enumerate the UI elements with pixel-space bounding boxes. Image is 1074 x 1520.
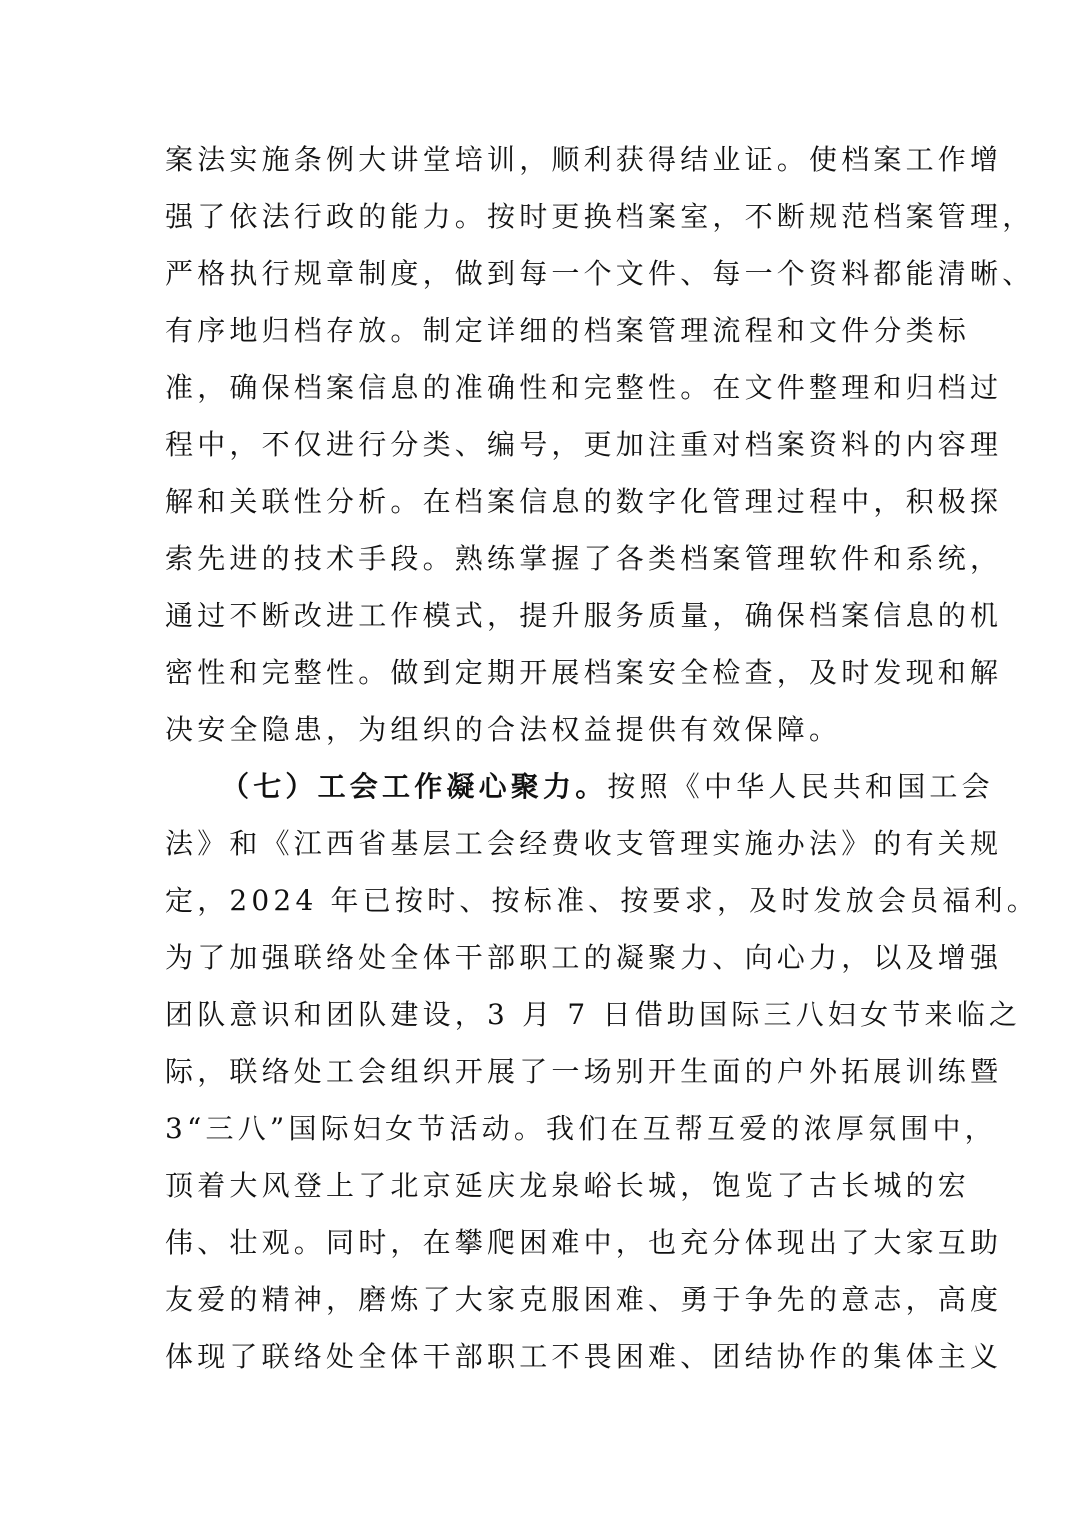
paragraph-line: 体现了联络处全体干部职工不畏困难、团结协作的集体主义 xyxy=(165,1340,1003,1373)
paragraph-line: 际，联络处工会组织开展了一场别开生面的户外拓展训练暨 xyxy=(165,1055,1003,1088)
paragraph-line: 团队意识和团队建设，3 月 7 日借助国际三八妇女节来临之 xyxy=(165,998,1022,1031)
paragraph-line: 3“三八”国际妇女节活动。我们在互帮互爱的浓厚氛围中， xyxy=(165,1112,997,1145)
paragraph-line: 密性和完整性。做到定期开展档案安全检查，及时发现和解 xyxy=(165,656,1003,689)
paragraph-line: 解和关联性分析。在档案信息的数字化管理过程中，积极探 xyxy=(165,485,1003,518)
paragraph-line: 通过不断改进工作模式，提升服务质量，确保档案信息的机 xyxy=(165,599,1003,632)
paragraph-line: 案法实施条例大讲堂培训，顺利获得结业证。使档案工作增 xyxy=(165,143,1003,176)
paragraph-line: 强了依法行政的能力。按时更换档案室，不断规范档案管理， xyxy=(165,200,1035,233)
paragraph-line: 严格执行规章制度，做到每一个文件、每一个资料都能清晰、 xyxy=(165,257,1035,290)
paragraph-line: 顶着大风登上了北京延庆龙泉峪长城，饱览了古长城的宏 xyxy=(165,1169,971,1202)
section-heading: （七）工会工作凝心聚力。 xyxy=(221,770,608,803)
paragraph-line: 法》和《江西省基层工会经费收支管理实施办法》的有关规 xyxy=(165,827,1003,860)
section-first-line-text: 按照《中华人民共和国工会 xyxy=(607,770,994,803)
section-heading-line xyxy=(221,767,994,807)
paragraph-line: 程中，不仅进行分类、编号，更加注重对档案资料的内容理 xyxy=(165,428,1003,461)
paragraph-line: 准，确保档案信息的准确性和完整性。在文件整理和归档过 xyxy=(165,371,1003,404)
paragraph-line: 索先进的技术手段。熟练掌握了各类档案管理软件和系统， xyxy=(165,542,1003,575)
paragraph-line: 友爱的精神，磨炼了大家克服困难、勇于争先的意志，高度 xyxy=(165,1283,1003,1316)
paragraph-line: 伟、壮观。同时，在攀爬困难中，也充分体现出了大家互助 xyxy=(165,1226,1003,1259)
paragraph-line: 决安全隐患，为组织的合法权益提供有效保障。 xyxy=(165,713,842,746)
paragraph-line: 有序地归档存放。制定详细的档案管理流程和文件分类标 xyxy=(165,314,971,347)
paragraph-line: 定，2024 年已按时、按标准、按要求，及时发放会员福利。 xyxy=(165,884,1039,917)
paragraph-line: 为了加强联络处全体干部职工的凝聚力、向心力，以及增强 xyxy=(165,941,1003,974)
